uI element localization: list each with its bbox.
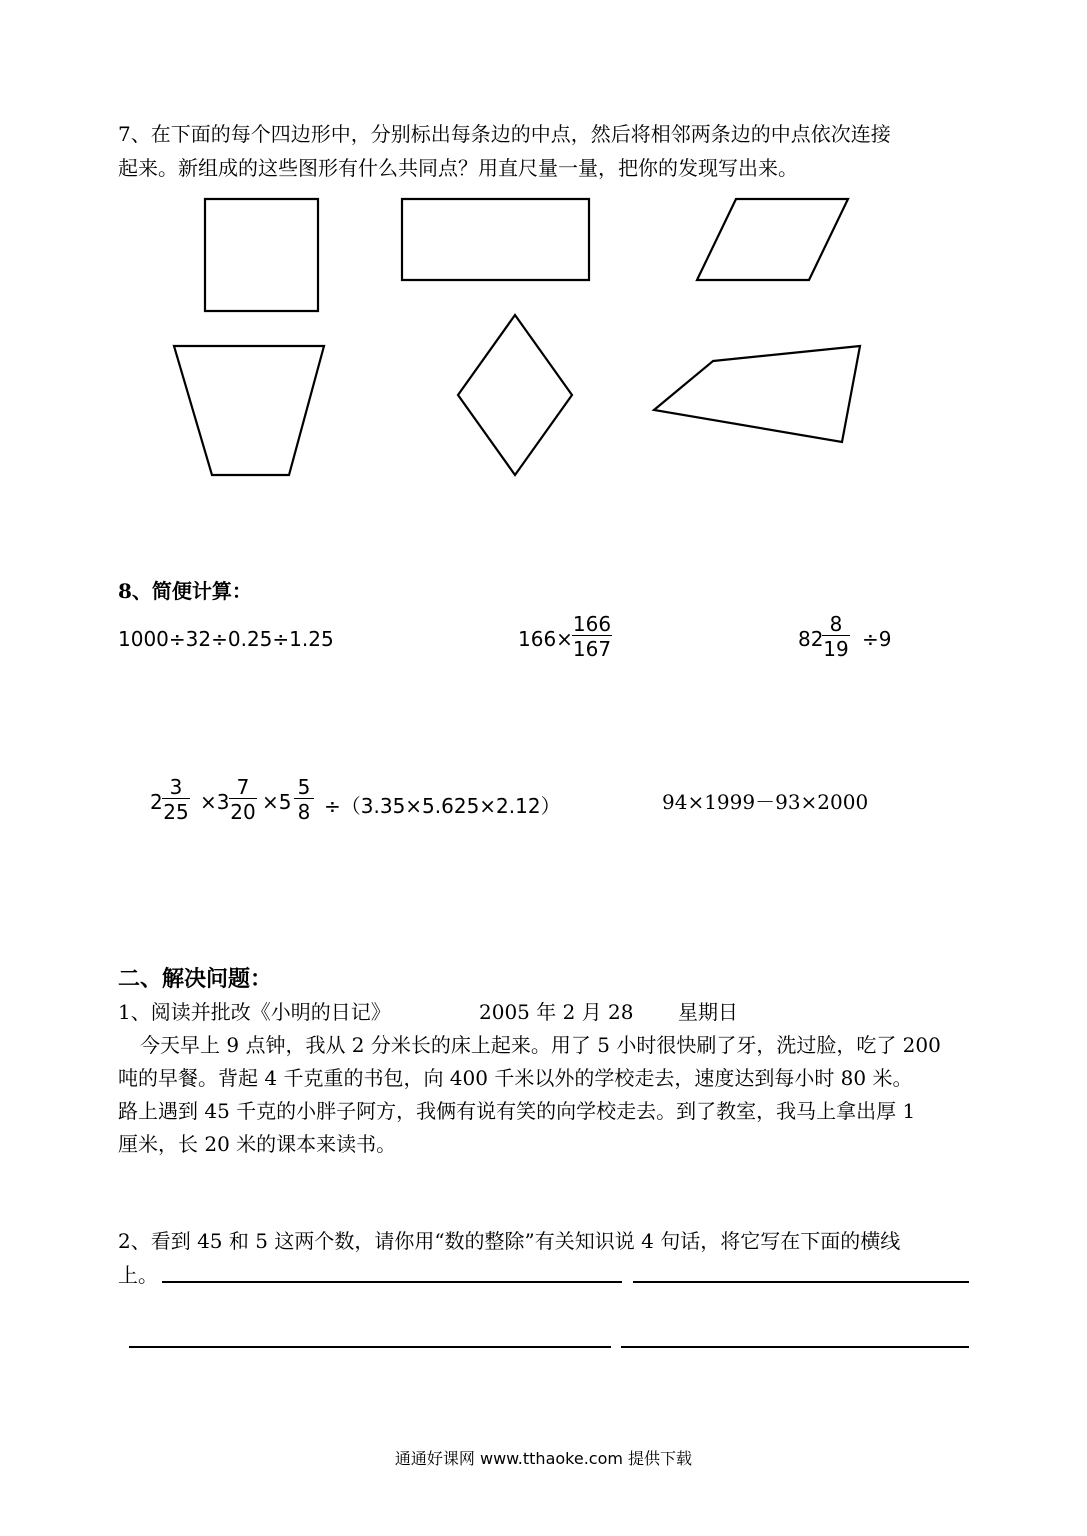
expr3-fraction xyxy=(822,613,850,660)
trapezoid-shape xyxy=(174,346,324,475)
q7-text-line2: 起来。新组成的这些图形有什么共同点？用直尺量一量，把你的发现写出来。 xyxy=(118,156,798,180)
problem1-title: 1、阅读并批改《小明的日记》 xyxy=(118,1000,391,1024)
expr5: 94×1999－93×2000 xyxy=(662,790,869,814)
expr4-denominator1: 25 xyxy=(163,800,189,824)
expr4-numerator2: 7 xyxy=(236,775,250,799)
expr3-numerator: 8 xyxy=(829,612,843,636)
expr4-numerator1: 3 xyxy=(169,775,183,799)
section2-heading: 二、解决问题： xyxy=(118,966,273,992)
diary-line: 厘米，长 20 米的课本来读书。 xyxy=(118,1132,397,1156)
quadrilateral-figures xyxy=(0,0,1087,520)
diary-line: 路上遇到 45 千克的小胖子阿方，我俩有说有笑的向学校走去。到了教室，我马上拿出厚 1 xyxy=(118,1099,916,1123)
problem1-date: 2005 年 2 月 28 xyxy=(479,1000,634,1024)
answer-line xyxy=(633,1281,969,1283)
q7-text-line1: 7、在下面的每个四边形中，分别标出每条边的中点，然后将相邻两条边的中点依次连接 xyxy=(118,122,891,146)
parallelogram-shape xyxy=(697,199,848,280)
expr2-whole: 166× xyxy=(518,627,573,651)
expr2-denominator: 167 xyxy=(572,637,612,661)
irregular-quadrilateral-shape xyxy=(654,346,860,442)
problem1-weekday: 星期日 xyxy=(678,1000,738,1024)
answer-line xyxy=(621,1346,969,1348)
expr4-denominator2: 20 xyxy=(230,800,256,824)
expr4-fraction1 xyxy=(162,776,190,823)
expr4-fraction3 xyxy=(294,776,314,823)
expr4-numerator3: 5 xyxy=(297,775,311,799)
rectangle-shape xyxy=(402,199,589,280)
expr3-whole: 82 xyxy=(798,627,824,651)
answer-line xyxy=(162,1281,622,1283)
square-shape xyxy=(205,199,318,311)
expr3-denominator: 19 xyxy=(823,637,849,661)
expr4-tail: ÷（3.35×5.625×2.12） xyxy=(324,794,561,818)
problem2-line1: 2、看到 45 和 5 这两个数，请你用“数的整除”有关知识说 4 句话，将它写在下面的横线 xyxy=(118,1229,901,1253)
expr4-denominator3: 8 xyxy=(294,798,314,823)
expr2-fraction xyxy=(572,613,612,660)
expr4-op2: ×5 xyxy=(262,790,292,814)
expr4-whole1: 2 xyxy=(150,790,163,814)
expr3-tail: ÷9 xyxy=(862,627,892,651)
page-footer: 通通好课网 www.tthaoke.com 提供下载 xyxy=(394,1449,693,1468)
expr2-numerator: 166 xyxy=(572,612,612,636)
expr4-op1: ×3 xyxy=(200,790,230,814)
expr1: 1000÷32÷0.25÷1.25 xyxy=(118,627,334,651)
problem2-line2: 上。 xyxy=(118,1263,158,1287)
expr4-fraction2 xyxy=(229,776,257,823)
diary-line: 吨的早餐。背起 4 千克重的书包，向 400 千米以外的学校走去，速度达到每小时 80 米。 xyxy=(118,1066,913,1090)
rhombus-shape xyxy=(458,315,572,475)
diary-line: 今天早上 9 点钟，我从 2 分米长的床上起来。用了 5 小时很快刷了牙，洗过脸，吃了 200 xyxy=(140,1033,941,1057)
q8-heading: 8、简便计算： xyxy=(118,579,252,603)
answer-line xyxy=(129,1346,611,1348)
